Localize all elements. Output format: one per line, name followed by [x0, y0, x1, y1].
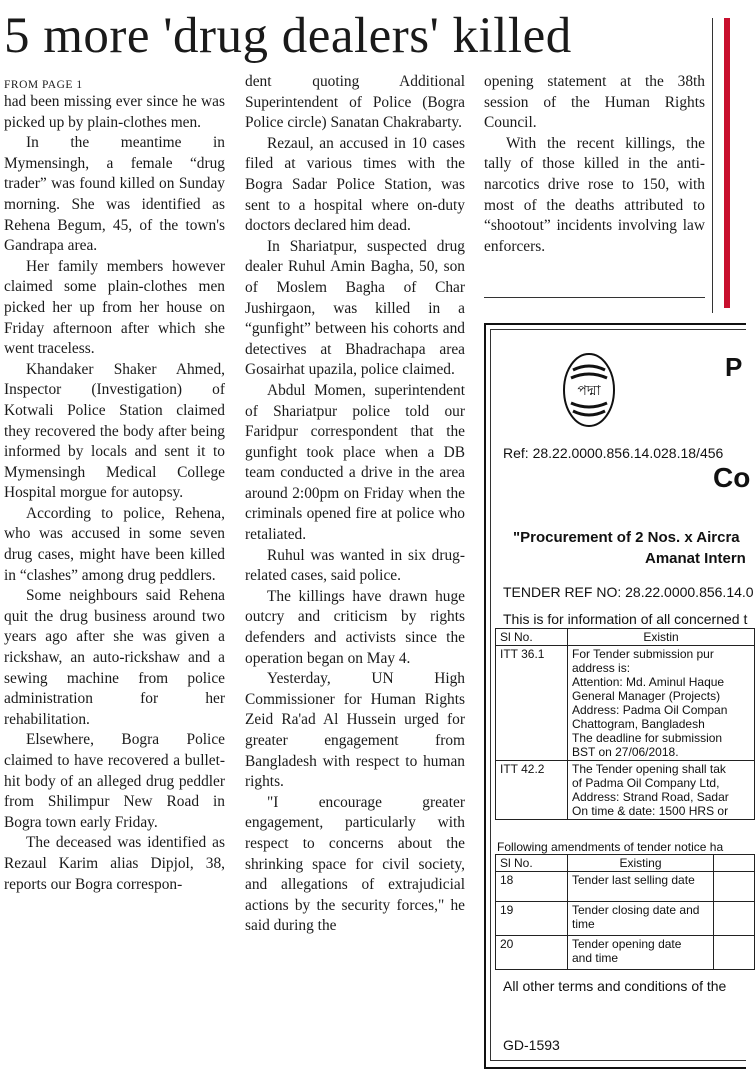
article-paragraph: According to police, Rehena, who was accused in some seven drug cases, might have been killed in “clashes” among drug peddlers. — [4, 504, 225, 584]
article-paragraph: Elsewhere, Bogra Police claimed to have recovered a bullet-hit body of an alleged drug peddler from Shilimpur New Road in Bogra town early Friday. — [4, 731, 225, 831]
ad-reference: Ref: 28.22.0000.856.14.028.18/456 — [503, 445, 724, 461]
ad-heading: Co — [713, 462, 751, 493]
table-cell-line: For Tender submission pur — [572, 647, 714, 661]
article-paragraph: The deceased was identified as Rezaul Karim alias Dipjol, 38, reports our Bogra correspon- — [4, 834, 225, 893]
table-cell-line: address is: — [572, 661, 631, 675]
article-paragraph: Khandaker Shaker Ahmed, Inspector (Investigation) of Kotwali Police Station claimed they recovered the body after being informed by locals and sent it to Mymensingh Medical College Hospital morgue for autopsy. — [4, 360, 225, 502]
table-header-cell: Sl No. — [496, 855, 568, 872]
table-header-cell — [714, 855, 755, 872]
table-header-row — [496, 855, 755, 872]
table-row — [496, 646, 755, 761]
article-paragraph: opening statement at the 38th session of the Human Rights Council. — [484, 73, 705, 132]
article-column-1 — [4, 72, 225, 895]
table-cell-line: Tender last selling date — [572, 873, 695, 887]
table-cell-content — [568, 761, 755, 820]
amendment-table-1 — [495, 628, 755, 820]
table-row — [496, 872, 755, 902]
table-cell-line: Tender opening date — [572, 937, 682, 951]
ad-title-fragment: P — [725, 352, 743, 382]
table-row — [496, 936, 755, 970]
table-cell-line: General Manager (Projects) — [572, 689, 721, 703]
table-cell-line: Tender closing date and — [572, 903, 700, 917]
table-cell-content — [568, 936, 714, 970]
table-row — [496, 902, 755, 936]
table-cell-content — [568, 646, 755, 761]
continued-from-kicker: FROM PAGE 1 — [4, 79, 83, 91]
padma-oil-logo — [561, 350, 617, 430]
table-cell-line: BST on 27/06/2018. — [572, 745, 679, 759]
tender-advertisement — [484, 323, 754, 1069]
table-cell-sl: ITT 42.2 — [496, 761, 568, 820]
article-paragraph: Yesterday, UN High Commissioner for Human Rights Zeid Ra'ad Al Hussein urged for greater engagement from Bangladesh with respect to human rights. — [245, 670, 465, 791]
information-line: This is for information of all concerned t — [503, 611, 748, 627]
table-cell-line: Chattogram, Bangladesh — [572, 717, 705, 731]
table-cell-sl: 19 — [496, 902, 568, 936]
table-header-cell: Sl No. — [496, 629, 568, 646]
amendment-table-2 — [495, 854, 755, 970]
article-paragraph: had been missing ever since he was picked up by plain-clothes men. — [4, 93, 225, 131]
column-divider — [484, 297, 705, 298]
table-cell-content — [568, 902, 714, 936]
article-paragraph: Her family members however claimed some plain-clothes men picked her up from her house on Friday afternoon after which she went traceless. — [4, 257, 225, 358]
table-cell-sl: 18 — [496, 872, 568, 902]
table-header-cell: Existing — [568, 855, 714, 872]
table-cell-content — [568, 872, 714, 902]
table-cell-line: On time & date: 1500 HRS or — [572, 804, 729, 818]
article-paragraph: Some neighbours said Rehena quit the drug business around two years ago after she was given a rickshaw, an auto-rickshaw and a sewing machine from police administration for her rehabilitation. — [4, 587, 225, 728]
terms-line: All other terms and conditions of the — [503, 978, 727, 994]
table-cell-sl: 20 — [496, 936, 568, 970]
article-paragraph: "I encourage greater engagement, particularly with respect to concerns about the shrinking space for civil society, and allegations of extrajudicial actions by the security forces," he said during the — [245, 793, 465, 935]
article-paragraph: In the meantime in Mymensingh, a female “drug trader” was found killed on Sunday morning. She was identified as Rehena Begum, 45, of the town's Gandrapa area. — [4, 134, 225, 255]
tender-ref-number: TENDER REF NO: 28.22.0000.856.14.0 — [503, 584, 754, 600]
article-column-2 — [245, 72, 465, 937]
table-cell-empty — [714, 902, 755, 936]
article-column-3 — [484, 72, 705, 257]
procurement-title: "Procurement of 2 Nos. x Aircra — [513, 529, 740, 546]
red-accent-bar — [724, 18, 730, 308]
table-cell-line: of Padma Oil Company Ltd, — [572, 776, 720, 790]
table-cell-line: Attention: Md. Aminul Haque — [572, 675, 725, 689]
table-header-row — [496, 629, 755, 646]
table-header-cell: Existin — [568, 629, 755, 646]
table-cell-empty — [714, 936, 755, 970]
procurement-subtitle: Amanat Intern — [645, 550, 746, 567]
table-cell-line: and time — [572, 951, 619, 965]
gd-number: GD-1593 — [503, 1037, 560, 1053]
table-cell-line: time — [572, 917, 595, 931]
table-cell-line: Address: Strand Road, Sadar — [572, 790, 729, 804]
table-cell-empty — [714, 872, 755, 902]
table-cell-line: The deadline for submission — [572, 731, 723, 745]
article-paragraph: The killings have drawn huge outcry and criticism by rights defenders and activists since the operation began on May 4. — [245, 587, 465, 667]
vertical-divider — [712, 18, 713, 313]
headline: 5 more 'drug dealers' killed — [4, 8, 572, 64]
article-paragraph: Rezaul, an accused in 10 cases filed at various times with the Bogra Sadar Police Station, was sent to a hospital where on-duty doctors declared him dead. — [245, 134, 465, 235]
table-cell-line: The Tender opening shall tak — [572, 762, 726, 776]
table-cell-sl: ITT 36.1 — [496, 646, 568, 761]
table-row — [496, 761, 755, 820]
logo-text: পদ্মা — [577, 383, 601, 399]
article-paragraph: In Shariatpur, suspected drug dealer Ruhul Amin Bagha, 50, son of Moslem Bagha of Char Jushirgaon, was killed in a “gunfight” between his cohorts and detectives at Bhadrachapa area Gosairhat upazila, police claimed. — [245, 237, 465, 379]
article-paragraph: Abdul Momen, superintendent of Shariatpur police told our Faridpur correspondent that the gunfight took place when a DB team conducted a drive in the area around 2:00pm on Friday when the criminals opened fire at police who retaliated. — [245, 381, 465, 544]
article-paragraph: With the recent killings, the tally of those killed in the anti-narcotics drive rose to 150, with most of the deaths attributed to “shootout” incidents involving law enforcers. — [484, 134, 705, 255]
article-paragraph: dent quoting Additional Superintendent of Police (Bogra Police circle) Sanatan Chakrabarty. — [245, 73, 465, 132]
table-cell-line: Address: Padma Oil Compan — [572, 703, 728, 717]
article-paragraph: Ruhul was wanted in six drug-related cases, said police. — [245, 546, 465, 585]
ad-inner-frame — [490, 329, 754, 1061]
following-amendments-line: Following amendments of tender notice ha — [497, 840, 724, 854]
